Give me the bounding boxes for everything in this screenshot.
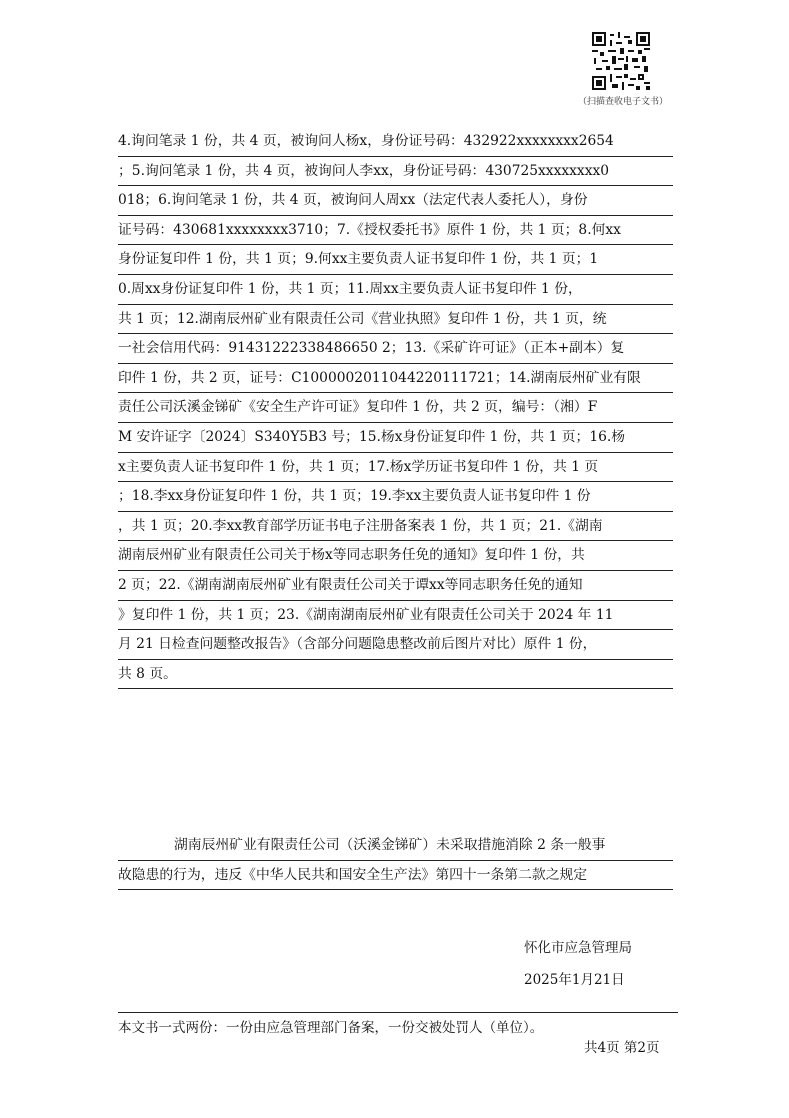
evidence-line: ；5.询问笔录 1 份，共 4 页，被询问人李xx，身份证号码：430725xxxxxxxx0 bbox=[118, 157, 673, 187]
evidence-line: M 安许证字〔2024〕S340Y5B3 号；15.杨x身份证复印件 1 份，共 1 页；16.杨 bbox=[118, 423, 673, 453]
evidence-line: 一社会信用代码：91431222338486650 2；13.《采矿许可证》（正本+副本）复 bbox=[118, 334, 673, 364]
evidence-line: 4.询问笔录 1 份，共 4 页，被询问人杨x，身份证号码：432922xxxxxxxx2654 bbox=[118, 127, 673, 157]
evidence-line: 0.周xx身份证复印件 1 份，共 1 页；11.周xx主要负责人证书复印件 1 份， bbox=[118, 275, 673, 305]
evidence-line: 身份证复印件 1 份，共 1 页；9.何xx主要负责人证书复印件 1 份，共 1 页；1 bbox=[118, 245, 673, 275]
violation-paragraph bbox=[118, 831, 673, 890]
evidence-line: 证号码：430681xxxxxxxx3710；7.《授权委托书》原件 1 份，共 1 页；8.何xx bbox=[118, 216, 673, 246]
violation-line: 故隐患的行为，违反《中华人民共和国安全生产法》第四十一条第二款之规定 bbox=[118, 861, 673, 891]
evidence-line: 印件 1 份，共 2 页，证号：C1000002011044220111721；14.湖南辰州矿业有限 bbox=[118, 364, 673, 394]
evidence-line: 2 页；22.《湖南湖南辰州矿业有限责任公司关于谭xx等同志职务任免的通知 bbox=[118, 571, 673, 601]
footer-divider bbox=[118, 1012, 678, 1013]
issuing-authority: 怀化市应急管理局 bbox=[524, 940, 632, 956]
footer-note: 本文书一式两份：一份由应急管理部门备案，一份交被处罚人（单位）。 bbox=[118, 1020, 544, 1036]
evidence-line: ，共 1 页；20.李xx教育部学历证书电子注册备案表 1 份，共 1 页；21.《湖南 bbox=[118, 512, 673, 542]
page-number: 共4页 第2页 bbox=[584, 1040, 660, 1056]
evidence-line: 湖南辰州矿业有限责任公司关于杨x等同志职务任免的通知》复印件 1 份，共 bbox=[118, 541, 673, 571]
evidence-line: 共 1 页；12.湖南辰州矿业有限责任公司《营业执照》复印件 1 份，共 1 页，统 bbox=[118, 305, 673, 335]
evidence-line: x主要负责人证书复印件 1 份，共 1 页；17.杨x学历证书复印件 1 份，共 1 页 bbox=[118, 453, 673, 483]
evidence-line: 共 8 页。 bbox=[118, 660, 673, 690]
qr-code bbox=[592, 32, 650, 90]
violation-line: 湖南辰州矿业有限责任公司（沃溪金锑矿）未采取措施消除 2 条一般事 bbox=[118, 831, 673, 861]
qr-caption: （扫描查收电子文书） bbox=[578, 97, 669, 107]
evidence-line: 责任公司沃溪金锑矿《安全生产许可证》复印件 1 份，共 2 页，编号：（湘）F bbox=[118, 393, 673, 423]
issue-date: 2025年1月21日 bbox=[524, 972, 625, 988]
evidence-line: 》复印件 1 份，共 1 页；23.《湖南湖南辰州矿业有限责任公司关于 2024 年 11 bbox=[118, 601, 673, 631]
evidence-line: 018；6.询问笔录 1 份，共 4 页，被询问人周xx（法定代表人委托人），身份 bbox=[118, 186, 673, 216]
evidence-line: 月 21 日检查问题整改报告》（含部分问题隐患整改前后图片对比）原件 1 份， bbox=[118, 630, 673, 660]
evidence-line: ；18.李xx身份证复印件 1 份，共 1 页；19.李xx主要负责人证书复印件 1 份 bbox=[118, 482, 673, 512]
evidence-list bbox=[118, 127, 673, 689]
